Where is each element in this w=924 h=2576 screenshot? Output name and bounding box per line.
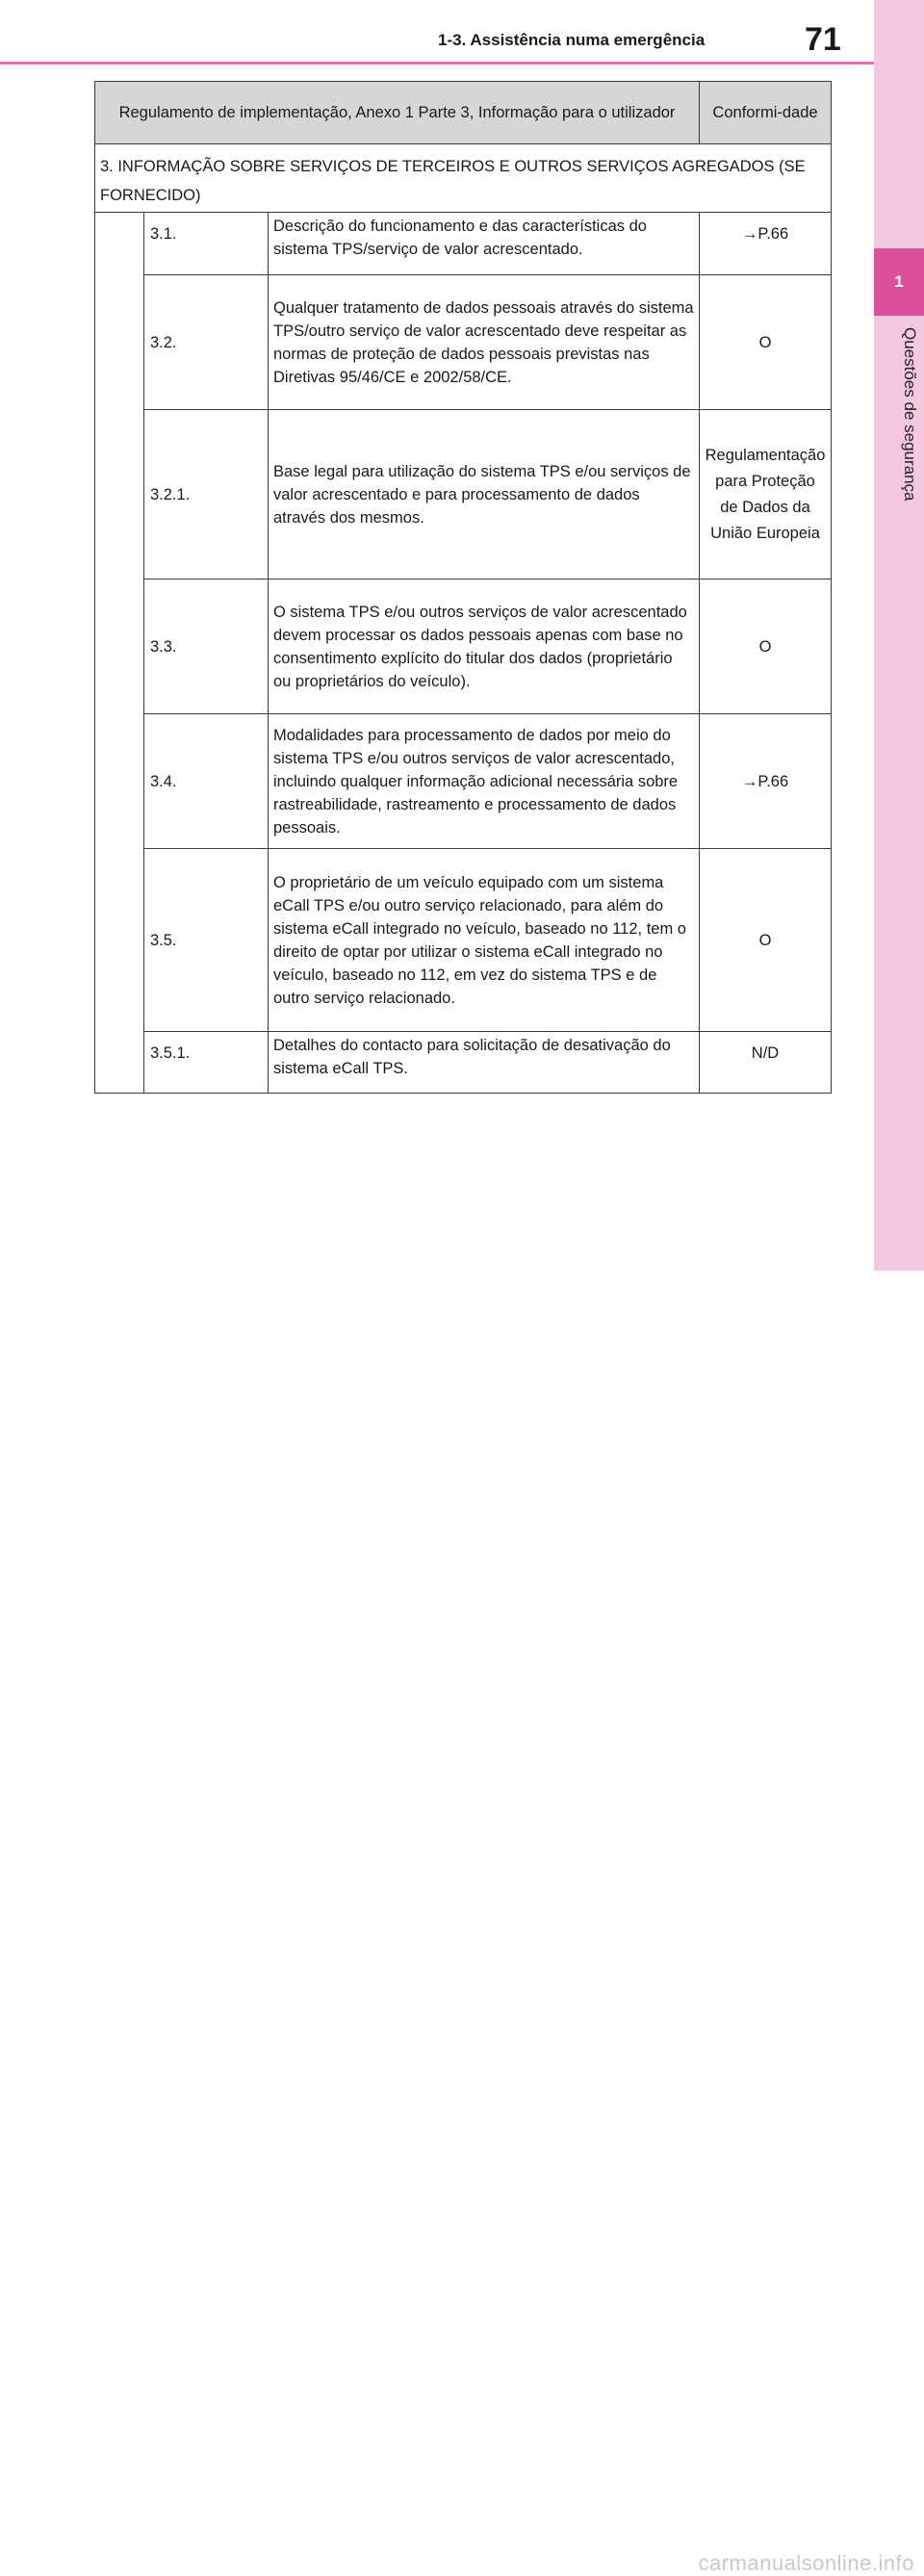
row-description: O sistema TPS e/ou outros serviços de valor acrescentado devem processar os dados pessoais apenas com base no consentimento explícito do titular dos dados (proprietário ou proprietários do veículo). (269, 580, 700, 714)
row-number: 3.2. (144, 275, 269, 410)
section-row (95, 144, 832, 213)
footer (0, 1271, 924, 2575)
table-row (95, 1032, 832, 1094)
indent-cell (95, 213, 144, 1094)
row-conformity: →P.66 (700, 714, 832, 849)
row-number: 3.3. (144, 580, 269, 714)
table-row (95, 849, 832, 1032)
page-header (0, 0, 874, 65)
page-number: 71 (805, 21, 841, 58)
row-description: Descrição do funcionamento e das características do sistema TPS/serviço de valor acrescentado. (269, 213, 700, 275)
compliance-table (94, 81, 832, 1094)
row-conformity: O (700, 580, 832, 714)
row-number: 3.5. (144, 849, 269, 1032)
header-regulation: Regulamento de implementação, Anexo 1 Parte 3, Informação para o utilizador (95, 82, 700, 144)
chapter-number-box: 1 (874, 248, 924, 316)
table-row (95, 580, 832, 714)
row-description: Qualquer tratamento de dados pessoais através do sistema TPS/outro serviço de valor acrescentado deve respeitar as normas de proteção de dados pessoais previstas nas Diretivas 95/46/CE e 2002/58/CE. (269, 275, 700, 410)
row-number: 3.5.1. (144, 1032, 269, 1094)
row-conformity: N/D (700, 1032, 832, 1094)
row-conformity: →P.66 (700, 213, 832, 275)
row-number: 3.2.1. (144, 410, 269, 580)
watermark-text: carmanualsonline.info (698, 2551, 914, 2575)
header-divider (0, 62, 874, 64)
table-row (95, 410, 832, 580)
table-row (95, 714, 832, 849)
chapter-side-tab (874, 0, 924, 1311)
row-conformity: Regulamentação para Proteção de Dados da União Europeia (700, 410, 832, 580)
chapter-label: Questões de segurança (901, 327, 919, 502)
row-description: Base legal para utilização do sistema TPS e/ou serviços de valor acrescentado e para processamento de dados através dos mesmos. (269, 410, 700, 580)
table-row (95, 213, 832, 275)
row-description: Modalidades para processamento de dados por meio do sistema TPS e/ou outros serviços de valor acrescentado, incluindo qualquer informação adicional necessária sobre rastreabilidade, rastreamento e processamento de dados pessoais. (269, 714, 700, 849)
row-description: O proprietário de um veículo equipado com um sistema eCall TPS e/ou outro serviço relacionado, para além do sistema eCall integrado no veículo, baseado no 112, tem o direito de optar por utilizar o sistema eCall integrado no veículo, baseado no 112, em vez do sistema TPS e de outro serviço relacionado. (269, 849, 700, 1032)
section-heading: 3. INFORMAÇÃO SOBRE SERVIÇOS DE TERCEIROS E OUTROS SERVIÇOS AGREGADOS (SE FORNECIDO) (95, 144, 832, 213)
section-title: 1-3. Assistência numa emergência (438, 31, 706, 49)
row-conformity: O (700, 275, 832, 410)
row-number: 3.1. (144, 213, 269, 275)
header-conformity: Conformi-dade (700, 82, 832, 144)
row-description: Detalhes do contacto para solicitação de desativação do sistema eCall TPS. (269, 1032, 700, 1094)
table-header-row (95, 82, 832, 144)
row-number: 3.4. (144, 714, 269, 849)
table-row (95, 275, 832, 410)
row-conformity: O (700, 849, 832, 1032)
